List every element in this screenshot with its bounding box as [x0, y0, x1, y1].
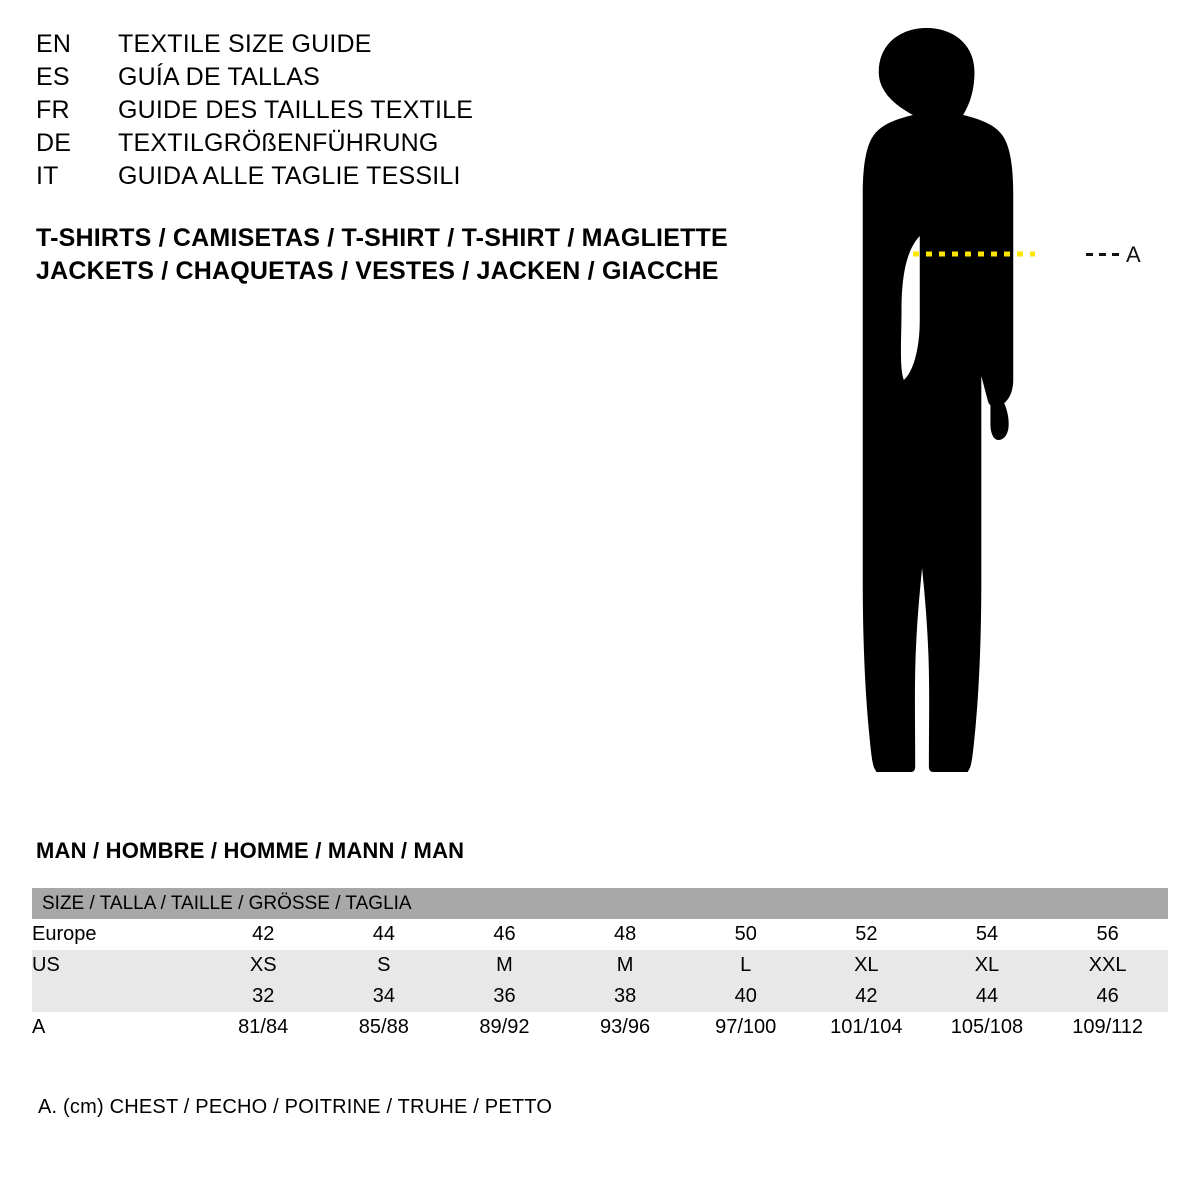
language-title: GUIDA ALLE TAGLIE TESSILI: [118, 162, 461, 190]
cell-numeric-5: 42: [806, 981, 927, 1012]
cell-europe-2: 46: [444, 919, 565, 950]
language-title: TEXTILE SIZE GUIDE: [118, 30, 372, 58]
cell-numeric-4: 40: [685, 981, 806, 1012]
language-row: [36, 129, 736, 162]
table-header-label: SIZE / TALLA / TAILLE / GRÖSSE / TAGLIA: [32, 888, 1168, 919]
language-code: ES: [36, 63, 70, 91]
cell-europe-6: 54: [927, 919, 1048, 950]
cell-europe-3: 48: [565, 919, 686, 950]
language-title: GUIDE DES TAILLES TEXTILE: [118, 96, 474, 124]
cell-europe-7: 56: [1047, 919, 1168, 950]
language-title: GUÍA DE TALLAS: [118, 63, 320, 91]
language-row: [36, 63, 736, 96]
cell-a-3: 93/96: [565, 1012, 686, 1043]
garment-type-list: [36, 222, 796, 288]
cell-us-1: S: [324, 950, 445, 981]
row-label-us: US: [32, 950, 203, 981]
language-code: FR: [36, 96, 70, 124]
row-label-numeric: [32, 981, 203, 1012]
cell-a-4: 97/100: [685, 1012, 806, 1043]
size-table: [32, 888, 1168, 1043]
garment-line-tshirts: T-SHIRTS / CAMISETAS / T-SHIRT / T-SHIRT / MAGLIETTE: [36, 224, 728, 252]
row-label-a: A: [32, 1012, 203, 1043]
language-code: EN: [36, 30, 72, 58]
cell-us-7: XXL: [1047, 950, 1168, 981]
cell-us-4: L: [685, 950, 806, 981]
table-row: [32, 981, 1168, 1012]
language-title: TEXTILGRÖßENFÜHRUNG: [118, 129, 439, 157]
cell-us-5: XL: [806, 950, 927, 981]
garment-line-jackets: JACKETS / CHAQUETAS / VESTES / JACKEN / GIACCHE: [36, 257, 719, 285]
language-row: [36, 96, 736, 129]
cell-a-1: 85/88: [324, 1012, 445, 1043]
male-silhouette-icon: [830, 20, 1180, 790]
cell-us-3: M: [565, 950, 686, 981]
footnote-chest: A. (cm) CHEST / PECHO / POITRINE / TRUHE / PETTO: [38, 1096, 553, 1118]
cell-europe-0: 42: [203, 919, 324, 950]
cell-a-7: 109/112: [1047, 1012, 1168, 1043]
cell-numeric-1: 34: [324, 981, 445, 1012]
language-code: IT: [36, 162, 59, 190]
section-title-man: MAN / HOMBRE / HOMME / MANN / MAN: [36, 838, 465, 863]
cell-us-2: M: [444, 950, 565, 981]
table-header-row: [32, 888, 1168, 919]
table-row: [32, 919, 1168, 950]
body-figure: [830, 20, 1180, 790]
language-code: DE: [36, 129, 72, 157]
table-row: [32, 950, 1168, 981]
table-row: [32, 1012, 1168, 1043]
cell-a-2: 89/92: [444, 1012, 565, 1043]
cell-europe-4: 50: [685, 919, 806, 950]
row-label-europe: Europe: [32, 919, 203, 950]
cell-a-0: 81/84: [203, 1012, 324, 1043]
cell-numeric-2: 36: [444, 981, 565, 1012]
cell-europe-5: 52: [806, 919, 927, 950]
cell-a-5: 101/104: [806, 1012, 927, 1043]
language-row: [36, 30, 736, 63]
cell-numeric-0: 32: [203, 981, 324, 1012]
cell-numeric-7: 46: [1047, 981, 1168, 1012]
cell-numeric-3: 38: [565, 981, 686, 1012]
measure-label-a: A: [1126, 242, 1141, 267]
language-list: [36, 30, 736, 195]
cell-a-6: 105/108: [927, 1012, 1048, 1043]
cell-us-0: XS: [203, 950, 324, 981]
cell-us-6: XL: [927, 950, 1048, 981]
measure-leader-line: [1086, 253, 1120, 256]
cell-europe-1: 44: [324, 919, 445, 950]
cell-numeric-6: 44: [927, 981, 1048, 1012]
language-row: [36, 162, 736, 195]
